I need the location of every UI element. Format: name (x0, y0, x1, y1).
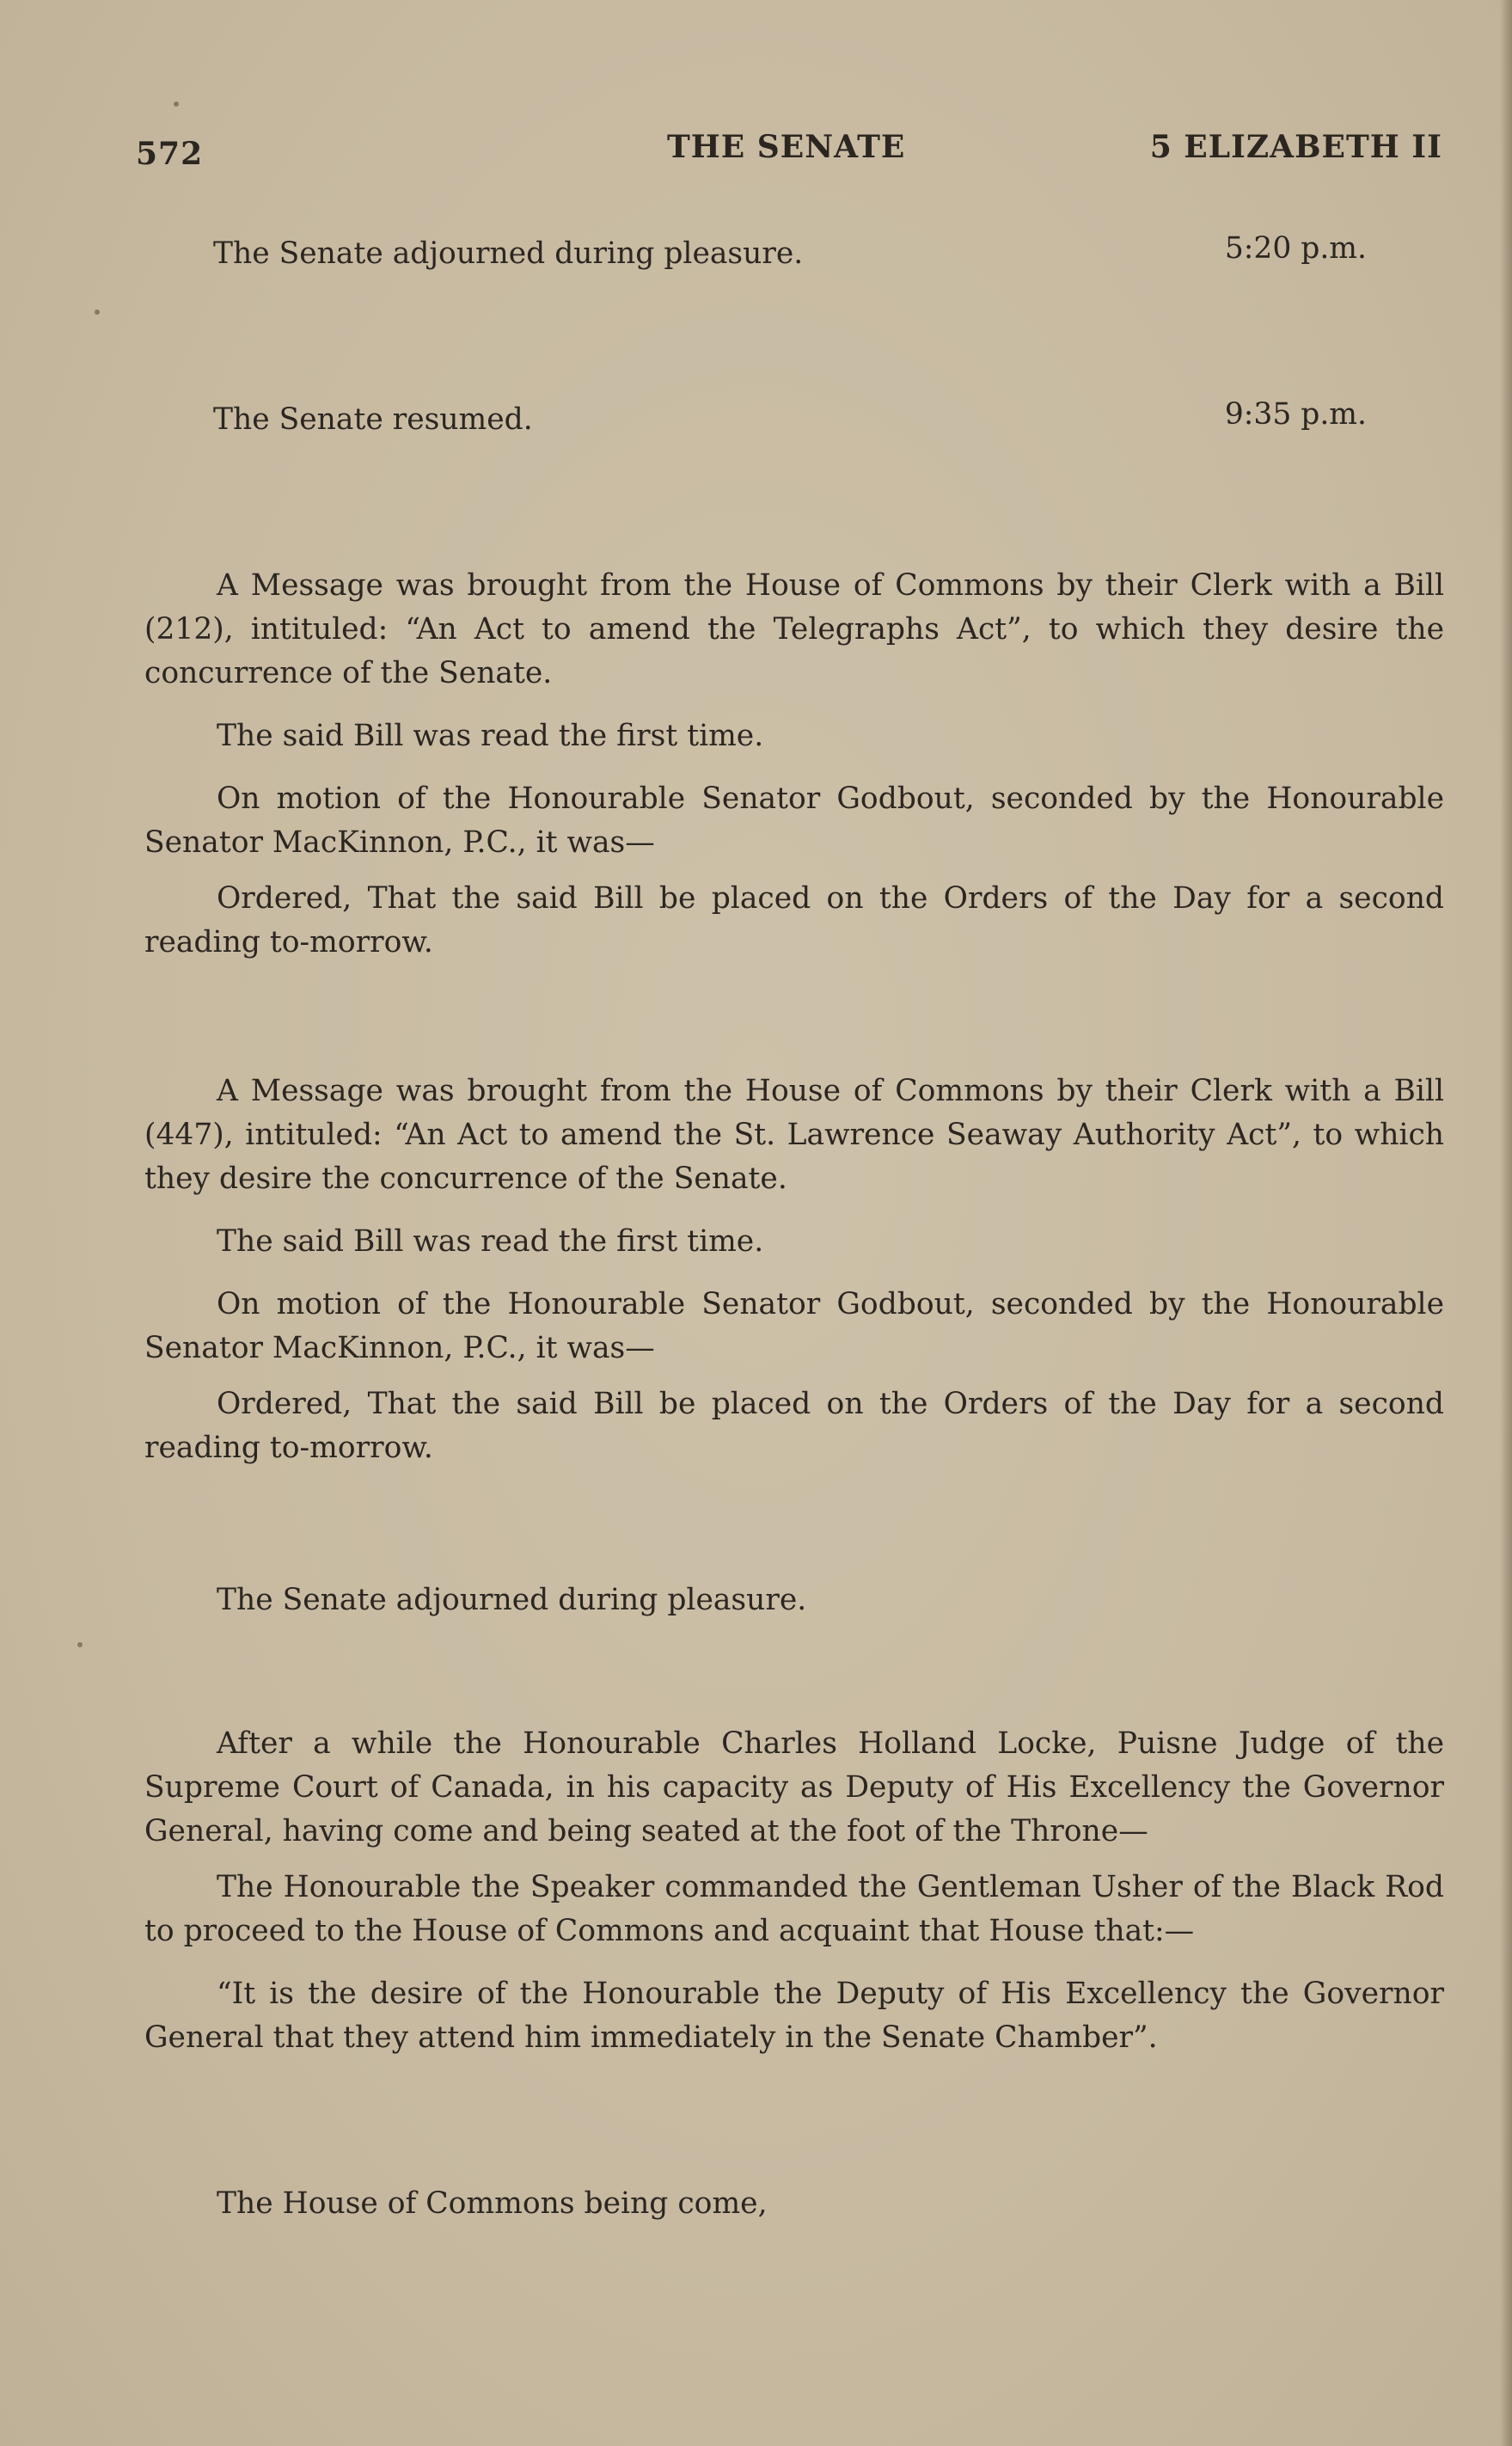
motion-paragraph-1: On motion of the Honourable Senator Godbout, seconded by the Honourable Senator MacKinnon, P.C., it was— (144, 782, 1444, 860)
adjourned-paragraph-2: The Senate adjourned during pleasure. (217, 1583, 807, 1617)
page-edge-shadow (1500, 0, 1512, 2446)
entry-time: 5:20 p.m. (1224, 231, 1367, 266)
message-paragraph-2: A Message was brought from the House of Commons by their Clerk with a Bill (447), intituled: “An Act to amend the St. Lawrence Seaway Authority Act”, to which they desire the concurrence of the Senate. (144, 1074, 1444, 1196)
journal-body (144, 232, 1444, 2226)
commons-come-paragraph: The House of Commons being come, (217, 2186, 768, 2221)
page-header (136, 129, 1442, 172)
ordered-paragraph-2: Ordered, That the said Bill be placed on the Orders of the Day for a second reading to-morrow. (144, 1387, 1444, 1465)
first-reading-paragraph-1: The said Bill was read the first time. (217, 719, 764, 753)
paper-speck (77, 1642, 83, 1647)
entry-text: The Senate adjourned during pleasure. (213, 236, 804, 271)
desire-quotation-paragraph: “It is the desire of the Honourable the Deputy of His Excellency the Governor General that they attend him immediately in the Senate Chamber”. (144, 1977, 1444, 2055)
paper-speck (95, 310, 100, 315)
speaker-paragraph: The Honourable the Speaker commanded the Gentleman Usher of the Black Rod to proceed to the House of Commons and acquaint that House that:— (144, 1870, 1444, 1948)
running-title: THE SENATE (667, 129, 906, 165)
entry-resumed (144, 398, 1444, 442)
entry-time: 9:35 p.m. (1224, 397, 1367, 432)
paper-speck (174, 101, 179, 107)
message-paragraph-1: A Message was brought from the House of Commons by their Clerk with a Bill (212), intituled: “An Act to amend the Telegraphs Act”, to which they desire the concurrence of the Senate. (144, 568, 1444, 690)
first-reading-paragraph-2: The said Bill was read the first time. (217, 1224, 764, 1259)
regnal-year: 5 ELIZABETH II (1149, 129, 1442, 165)
entry-adjourned-1 (144, 232, 1444, 276)
entry-text: The Senate resumed. (213, 402, 533, 437)
after-while-paragraph: After a while the Honourable Charles Holland Locke, Puisne Judge of the Supreme Court of Canada, in his capacity as Deputy of His Excellency the Governor General, having come and being seated at the foot of the Throne— (144, 1726, 1444, 1848)
ordered-paragraph-1: Ordered, That the said Bill be placed on the Orders of the Day for a second reading to-morrow. (144, 881, 1444, 959)
motion-paragraph-2: On motion of the Honourable Senator Godbout, seconded by the Honourable Senator MacKinnon, P.C., it was— (144, 1287, 1444, 1365)
page-number: 572 (136, 136, 204, 172)
